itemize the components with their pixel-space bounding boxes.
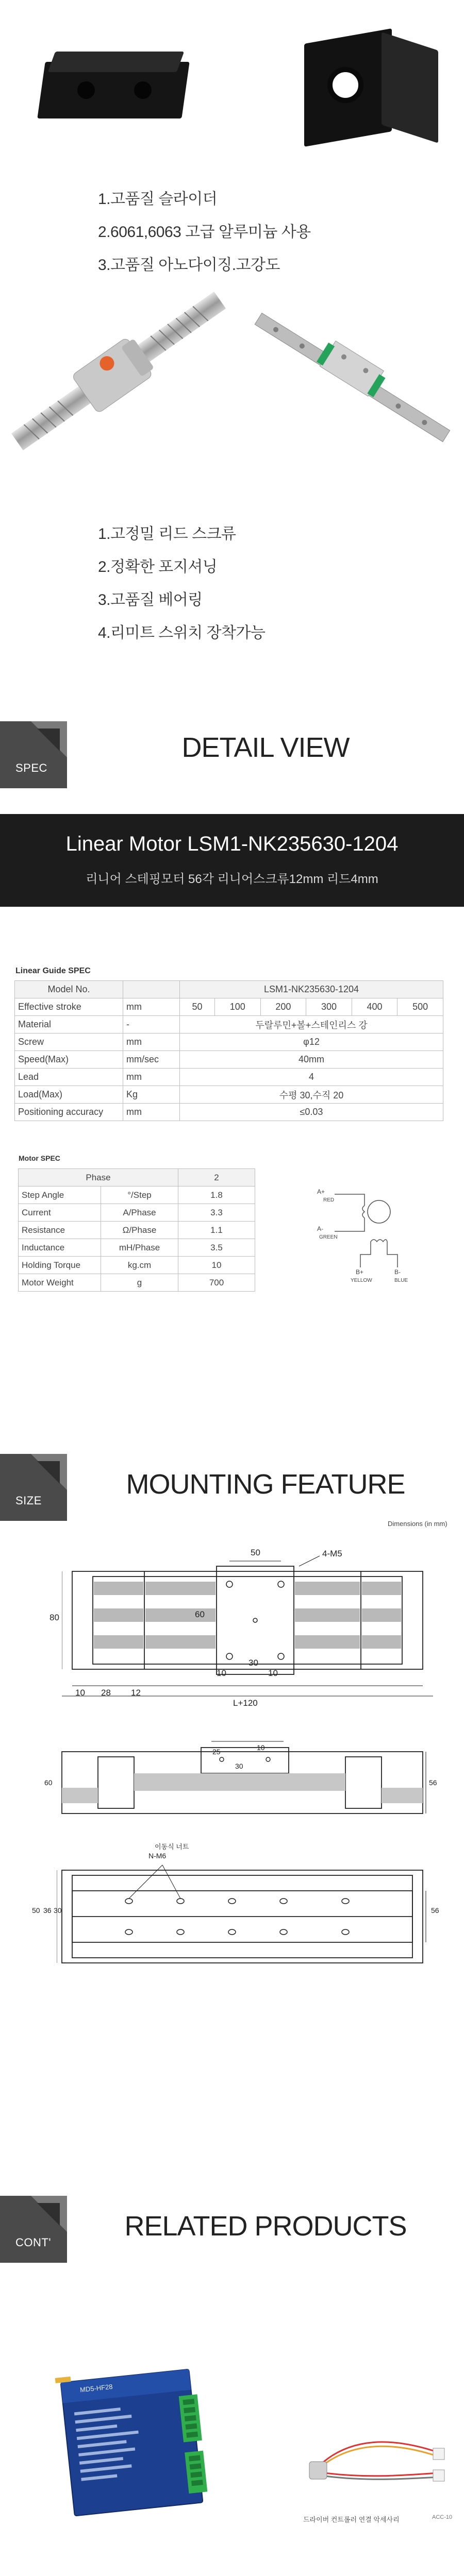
motor-row-value: 700 <box>178 1274 255 1292</box>
bottom-dim-56: 56 <box>431 1906 439 1914</box>
feature-list-1 <box>98 183 311 282</box>
side-dim-25: 25 <box>212 1748 221 1756</box>
motor-row-unit: A/Phase <box>101 1204 178 1222</box>
wire-blue: BLUE <box>394 1278 408 1283</box>
product-banner <box>0 814 464 907</box>
feature-item: 3.고품질 베어링 <box>98 591 203 608</box>
slider-block-photo <box>21 21 206 144</box>
dim-12: 12 <box>131 1688 141 1698</box>
dim-28: 28 <box>101 1688 111 1698</box>
motor-row-name: Holding Torque <box>19 1257 101 1274</box>
dim-10-left: 10 <box>75 1688 85 1698</box>
side-dim-56: 56 <box>429 1778 437 1787</box>
guide-row-name: Lead <box>15 1069 123 1086</box>
guide-row-value: 4 <box>180 1069 443 1086</box>
wire-b-plus: B+ <box>356 1268 364 1276</box>
motor-row-value: 3.3 <box>178 1204 255 1222</box>
cont-tab-label: CONT' <box>15 2236 52 2249</box>
motor-row-name: Motor Weight <box>19 1274 101 1292</box>
dim-30: 30 <box>248 1658 258 1668</box>
bottom-view-drawing <box>57 1850 428 1973</box>
guide-row-unit: Kg <box>123 1086 180 1104</box>
stroke-value: 100 <box>214 998 260 1016</box>
cont-section-tab <box>0 2196 67 2263</box>
product-description: 리니어 스테핑모터 56각 리니어스크류12mm 리드4mm <box>86 872 378 886</box>
dim-50: 50 <box>251 1548 260 1557</box>
guide-row-unit: mm <box>123 1033 180 1051</box>
dim-total-length: L+120 <box>233 1698 258 1708</box>
feature-item: 3.고품질 아노다이징.고강도 <box>98 257 280 274</box>
guide-row-name: Screw <box>15 1033 123 1051</box>
stroke-value: 400 <box>352 998 397 1016</box>
ball-screw-photo <box>10 289 227 453</box>
guide-row-name: Effective stroke <box>15 998 123 1016</box>
stroke-value: 200 <box>260 998 306 1016</box>
guide-row-value: ≤0.03 <box>180 1104 443 1121</box>
motor-row-name: Step Angle <box>19 1187 101 1204</box>
motor-spec-title: Motor SPEC <box>19 1154 60 1162</box>
motor-row-unit: Ω/Phase <box>101 1222 178 1239</box>
mounting-feature-title: MOUNTING FEATURE <box>126 1469 405 1500</box>
motor-bracket-photo <box>278 15 454 155</box>
motor-row-value: 3.5 <box>178 1239 255 1257</box>
feature-item: 2.정확한 포지셔닝 <box>98 558 218 575</box>
moving-nut-note: 이동식 너트 <box>155 1843 189 1851</box>
wire-a-minus: A- <box>317 1225 323 1232</box>
feature-item: 4.리미트 스위치 장착가능 <box>98 624 266 641</box>
dim-80: 80 <box>49 1613 59 1622</box>
nut-thread-label: N-M6 <box>148 1852 167 1860</box>
top-view-drawing <box>62 1551 433 1705</box>
spec-tab-label: SPEC <box>15 761 47 774</box>
side-dim-10: 10 <box>257 1743 265 1752</box>
motor-row-unit: °/Step <box>101 1187 178 1204</box>
guide-row-name: Load(Max) <box>15 1086 123 1104</box>
motor-row-name: Inductance <box>19 1239 101 1257</box>
bottom-dim-36: 36 <box>43 1906 52 1914</box>
guide-model-value: LSM1-NK235630-1204 <box>180 981 443 998</box>
stepper-driver-photo <box>52 2354 222 2524</box>
spec-section-tab <box>0 721 67 788</box>
wire-yellow: YELLOW <box>351 1278 372 1283</box>
dimension-units-note: Dimensions (in mm) <box>388 1520 448 1528</box>
wire-green: GREEN <box>319 1234 338 1240</box>
motor-spec-table <box>18 1168 255 1292</box>
motor-row-unit: kg.cm <box>101 1257 178 1274</box>
guide-row-value: 40mm <box>180 1051 443 1069</box>
guide-row-unit: mm <box>123 998 180 1016</box>
size-section-tab <box>0 1454 67 1521</box>
driver-model-label: MD5-HF28 <box>79 2382 113 2394</box>
side-dim-30: 30 <box>235 1762 243 1770</box>
dim-60: 60 <box>195 1609 205 1619</box>
stroke-value: 300 <box>306 998 352 1016</box>
wire-a-plus: A+ <box>317 1188 325 1195</box>
feature-item: 1.고정밀 리드 스크류 <box>98 526 236 543</box>
wire-red: RED <box>323 1197 335 1203</box>
accessory-caption: 드라이버 컨트롤러 연결 악세사리 <box>303 2516 400 2523</box>
size-tab-label: SIZE <box>15 1494 42 1507</box>
dim-10-b: 10 <box>268 1668 278 1678</box>
motor-row-value: 1.8 <box>178 1187 255 1204</box>
linear-rail-photo <box>253 299 454 453</box>
detail-view-title: DETAIL VIEW <box>181 732 350 763</box>
guide-row-name: Positioning accuracy <box>15 1104 123 1121</box>
guide-spec-table <box>14 980 443 1121</box>
motor-phase-label: Phase <box>19 1169 178 1187</box>
guide-row-unit: mm/sec <box>123 1051 180 1069</box>
motor-row-name: Resistance <box>19 1222 101 1239</box>
guide-row-value: 수평 30,수직 20 <box>180 1086 443 1104</box>
guide-row-value: 두랄루민+볼+스테인리스 강 <box>180 1016 443 1033</box>
side-dim-60: 60 <box>44 1778 53 1787</box>
guide-row-unit: mm <box>123 1104 180 1121</box>
connection-cable-photo <box>289 2416 454 2499</box>
bottom-dim-50: 50 <box>32 1906 40 1914</box>
feature-item: 2.6061,6063 고급 알루미늄 사용 <box>98 224 311 241</box>
guide-row-name: Speed(Max) <box>15 1051 123 1069</box>
motor-row-name: Current <box>19 1204 101 1222</box>
accessory-model-tag: ACC-10 <box>432 2514 453 2520</box>
side-view-drawing <box>57 1736 428 1829</box>
wire-b-minus: B- <box>394 1268 401 1276</box>
product-model-title: Linear Motor LSM1-NK235630-1204 <box>65 833 399 855</box>
motor-phase-value: 2 <box>178 1169 255 1187</box>
guide-model-label: Model No. <box>15 981 123 998</box>
feature-list-2 <box>98 518 266 650</box>
feature-item: 1.고품질 슬라이더 <box>98 191 218 208</box>
bottom-dim-30: 30 <box>54 1906 62 1914</box>
guide-spec-title: Linear Guide SPEC <box>15 967 91 975</box>
motor-row-value: 1.1 <box>178 1222 255 1239</box>
motor-row-value: 10 <box>178 1257 255 1274</box>
stroke-value: 500 <box>397 998 443 1016</box>
motor-row-unit: mH/Phase <box>101 1239 178 1257</box>
guide-row-name: Material <box>15 1016 123 1033</box>
guide-row-value: φ12 <box>180 1033 443 1051</box>
guide-row-unit: - <box>123 1016 180 1033</box>
stroke-value: 50 <box>180 998 215 1016</box>
dim-4-m5: 4-M5 <box>322 1549 342 1558</box>
dim-10-a: 10 <box>217 1668 226 1678</box>
motor-row-unit: g <box>101 1274 178 1292</box>
guide-row-unit: mm <box>123 1069 180 1086</box>
related-products-title: RELATED PRODUCTS <box>124 2211 407 2242</box>
